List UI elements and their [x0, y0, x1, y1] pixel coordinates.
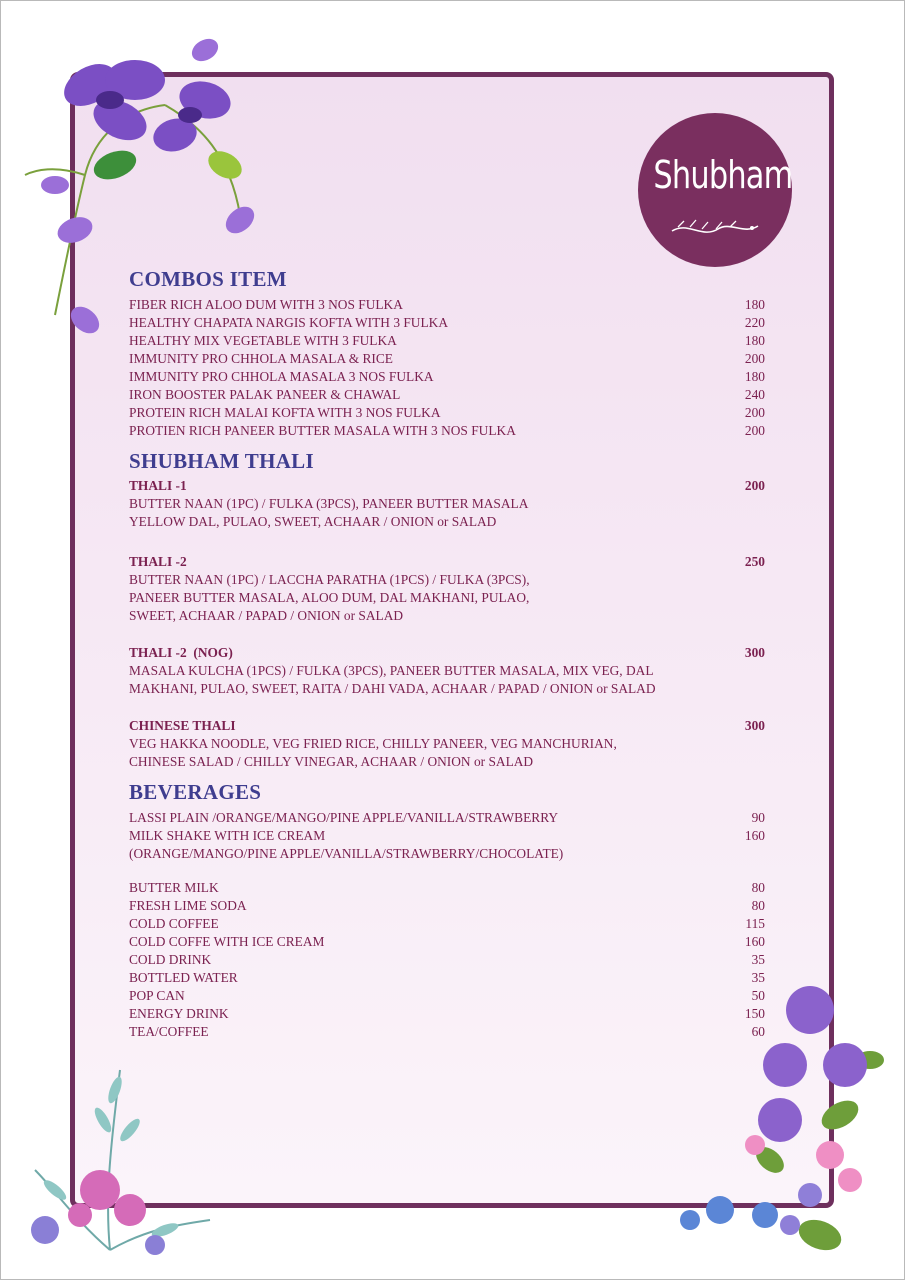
- item-price: 90: [751, 810, 765, 825]
- item-price: 180: [744, 333, 765, 348]
- item-price: 115: [745, 916, 765, 931]
- item-price: 180: [744, 369, 765, 384]
- beverage-item: [129, 1005, 765, 1023]
- combos-heading: COMBOS ITEM: [129, 267, 287, 291]
- beverage-item: [129, 915, 765, 933]
- item-price: 150: [744, 1006, 765, 1021]
- beverage-item: [129, 969, 765, 987]
- item-name: BOTTLED WATER: [129, 970, 238, 985]
- item-name: COLD DRINK: [129, 952, 212, 967]
- item-price: 200: [744, 423, 765, 438]
- item-name: MILK SHAKE WITH ICE CREAM: [129, 828, 326, 843]
- item-name: TEA/COFFEE: [129, 1024, 209, 1039]
- combo-item: [129, 314, 765, 332]
- item-name: ENERGY DRINK: [129, 1006, 229, 1021]
- thali-item: [129, 644, 765, 698]
- thali-description: PANEER BUTTER MASALA, ALOO DUM, DAL MAKHANI, PULAO,: [129, 590, 530, 605]
- combo-item: [129, 422, 765, 440]
- item-price: 240: [744, 387, 765, 402]
- thali-description: MASALA KULCHA (1PCS) / FULKA (3PCS), PANEER BUTTER MASALA, MIX VEG, DAL: [129, 663, 654, 678]
- item-name: BUTTER MILK: [129, 880, 219, 895]
- item-name: (ORANGE/MANGO/PINE APPLE/VANILLA/STRAWBERRY/CHOCOLATE): [129, 846, 564, 861]
- thali-name: CHINESE THALI: [129, 718, 236, 733]
- combo-item: [129, 296, 765, 314]
- thali-heading: SHUBHAM THALI: [129, 449, 314, 473]
- thali-description: SWEET, ACHAAR / PAPAD / ONION or SALAD: [129, 608, 404, 623]
- beverage-item: [129, 809, 765, 827]
- item-name: HEALTHY CHAPATA NARGIS KOFTA WITH 3 FULKA: [129, 315, 449, 330]
- pink-floral-decoration: [15, 1050, 220, 1265]
- thali-item: [129, 717, 765, 771]
- item-name: IMMUNITY PRO CHHOLA MASALA 3 NOS FULKA: [129, 369, 434, 384]
- item-name: COLD COFFE WITH ICE CREAM: [129, 934, 325, 949]
- beverage-item: [129, 879, 765, 897]
- beverage-item: [129, 897, 765, 915]
- thali-name: THALI -2: [129, 554, 187, 569]
- item-price: 220: [744, 315, 765, 330]
- thali-price: 300: [744, 718, 765, 733]
- item-name: IRON BOOSTER PALAK PANEER & CHAWAL: [129, 387, 401, 402]
- flourish-icon: [668, 217, 762, 239]
- item-name: PROTIEN RICH PANEER BUTTER MASALA WITH 3 NOS FULKA: [129, 423, 516, 438]
- thali-item: [129, 477, 765, 531]
- thali-description: BUTTER NAAN (1PC) / FULKA (3PCS), PANEER BUTTER MASALA: [129, 496, 529, 511]
- combo-item: [129, 368, 765, 386]
- item-name: PROTEIN RICH MALAI KOFTA WITH 3 NOS FULKA: [129, 405, 441, 420]
- combo-item: [129, 350, 765, 368]
- combo-item: [129, 386, 765, 404]
- item-name: FIBER RICH ALOO DUM WITH 3 NOS FULKA: [129, 297, 403, 312]
- combo-item: [129, 404, 765, 422]
- item-price: 60: [751, 1024, 765, 1039]
- item-price: 200: [744, 405, 765, 420]
- item-name: LASSI PLAIN /ORANGE/MANGO/PINE APPLE/VANILLA/STRAWBERRY: [129, 810, 559, 825]
- thali-name: THALI -1: [129, 478, 187, 493]
- thali-description: CHINESE SALAD / CHILLY VINEGAR, ACHAAR / ONION or SALAD: [129, 754, 534, 769]
- beverage-item: [129, 845, 765, 863]
- item-price: 35: [751, 970, 765, 985]
- thali-description: YELLOW DAL, PULAO, SWEET, ACHAAR / ONION or SALAD: [129, 514, 497, 529]
- thali-name: THALI -2 (NOG): [129, 645, 233, 660]
- item-price: 200: [744, 351, 765, 366]
- thali-price: 250: [744, 554, 765, 569]
- thali-price: 300: [744, 645, 765, 660]
- item-name: POP CAN: [129, 988, 185, 1003]
- beverage-item: [129, 1023, 765, 1041]
- brand-name: Shubham: [653, 153, 793, 197]
- beverage-item: [129, 827, 765, 845]
- item-price: 180: [744, 297, 765, 312]
- beverage-item: [129, 987, 765, 1005]
- brand-logo: [638, 113, 792, 267]
- thali-description: MAKHANI, PULAO, SWEET, RAITA / DAHI VADA, ACHAAR / PAPAD / ONION or SALAD: [129, 681, 656, 696]
- thali-description: BUTTER NAAN (1PC) / LACCHA PARATHA (1PCS) / FULKA (3PCS),: [129, 572, 530, 587]
- combo-item: [129, 332, 765, 350]
- beverages-heading: BEVERAGES: [129, 780, 262, 804]
- beverage-item: [129, 951, 765, 969]
- item-name: FRESH LIME SODA: [129, 898, 247, 913]
- item-price: 50: [751, 988, 765, 1003]
- item-name: HEALTHY MIX VEGETABLE WITH 3 FULKA: [129, 333, 397, 348]
- item-name: IMMUNITY PRO CHHOLA MASALA & RICE: [129, 351, 393, 366]
- item-name: COLD COFFEE: [129, 916, 219, 931]
- beverage-item: [129, 933, 765, 951]
- thali-description: VEG HAKKA NOODLE, VEG FRIED RICE, CHILLY PANEER, VEG MANCHURIAN,: [129, 736, 617, 751]
- item-price: 80: [751, 898, 765, 913]
- item-price: 160: [744, 828, 765, 843]
- thali-item: [129, 553, 765, 625]
- item-price: 80: [751, 880, 765, 895]
- item-price: 160: [744, 934, 765, 949]
- item-price: 35: [751, 952, 765, 967]
- thali-price: 200: [744, 478, 765, 493]
